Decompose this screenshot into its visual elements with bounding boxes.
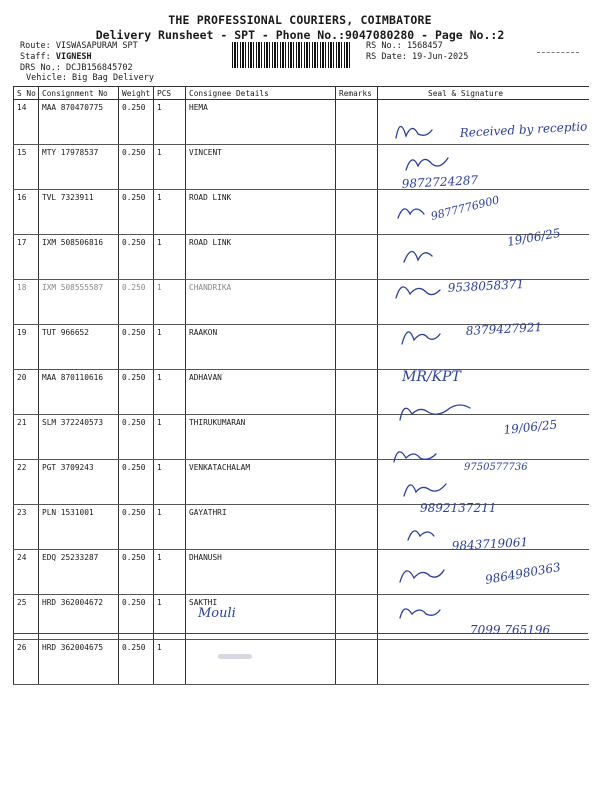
staff-info (20, 52, 92, 63)
cell-consignment: EDQ 25233287 (39, 550, 119, 595)
cell-consignment: MAA 870110616 (39, 370, 119, 415)
cell-weight: 0.250 (119, 370, 154, 415)
col-consignee: Consignee Details (186, 87, 336, 100)
cell-signature (378, 280, 589, 325)
cell-consignee: ROAD LINK (186, 235, 336, 280)
handwritten-note-14: Received by receptio (459, 119, 588, 140)
handwritten-note-19: 8379427921 (465, 320, 543, 338)
rs-number: RS No.: 1568457 (366, 41, 443, 51)
cell-sno: 15 (14, 145, 39, 190)
cell-consignee: HEMA (186, 100, 336, 145)
cell-sno: 14 (14, 100, 39, 145)
company-title: THE PROFESSIONAL COURIERS, COIMBATORE (168, 13, 432, 27)
table-row (14, 550, 589, 595)
cell-pcs: 1 (154, 505, 186, 550)
vehicle-info: Vehicle: Big Bag Delivery (26, 73, 154, 83)
cell-sno: 22 (14, 460, 39, 505)
cell-weight: 0.250 (119, 190, 154, 235)
cell-sno: 21 (14, 415, 39, 460)
cell-remarks (336, 325, 378, 370)
cell-signature (378, 550, 589, 595)
handwritten-note-20: MR/KPT (402, 369, 461, 385)
cell-consignment: PLN 1531001 (39, 505, 119, 550)
cell-sno: 25 (14, 595, 39, 640)
cell-signature (378, 460, 589, 505)
cell-consignment: IXM 508506816 (39, 235, 119, 280)
ink-smudge (218, 654, 252, 659)
cell-pcs: 1 (154, 550, 186, 595)
cell-pcs: 1 (154, 280, 186, 325)
cell-consignee: SAKTHI (186, 595, 336, 640)
drs-number: DRS No.: DCJB156845702 (20, 63, 133, 73)
col-remarks: Remarks (336, 87, 378, 100)
cell-weight: 0.250 (119, 550, 154, 595)
cell-consignee: VINCENT (186, 145, 336, 190)
cell-weight: 0.250 (119, 460, 154, 505)
table-row (14, 370, 589, 415)
handwritten-note-24: 9843719061 (451, 535, 529, 553)
cell-remarks (336, 280, 378, 325)
runsheet-subtitle: Delivery Runsheet - SPT - Phone No.:9047080280 - Page No.:2 (95, 28, 505, 42)
cell-pcs: 1 (154, 325, 186, 370)
cell-consignee: THIRUKUMARAN (186, 415, 336, 460)
cell-remarks (336, 505, 378, 550)
cell-sno: 23 (14, 505, 39, 550)
handwritten-note-26-phone: 7099 765196 (470, 623, 551, 637)
cell-remarks (336, 100, 378, 145)
table-row (14, 325, 589, 370)
col-signature: Seal & Signature (378, 87, 589, 100)
cell-signature (378, 505, 589, 550)
cell-weight: 0.250 (119, 100, 154, 145)
cell-pcs: 1 (154, 415, 186, 460)
table-row (14, 460, 589, 505)
cell-pcs: 1 (154, 235, 186, 280)
cell-pcs: 1 (154, 145, 186, 190)
cell-signature (378, 370, 589, 415)
cell-sno: 19 (14, 325, 39, 370)
table-row (14, 145, 589, 190)
cell-signature (378, 235, 589, 280)
cell-remarks (336, 370, 378, 415)
cell-weight: 0.250 (119, 325, 154, 370)
cell-consignment: TUT 966652 (39, 325, 119, 370)
cell-consignee: GAYATHRI (186, 505, 336, 550)
cell-consignee: RAAKON (186, 325, 336, 370)
cell-sno: 18 (14, 280, 39, 325)
cell-signature (378, 100, 589, 145)
handwritten-note-23: 9892137211 (420, 501, 497, 515)
route-info: Route: VISWASAPURAM SPT (20, 41, 138, 51)
col-consignment: Consignment No (39, 87, 119, 100)
col-weight: Weight (119, 87, 154, 100)
cell-remarks (336, 550, 378, 595)
handwritten-note-26-name: Mouli (198, 606, 236, 621)
cell-remarks (336, 460, 378, 505)
cell-consignee: VENKATACHALAM (186, 460, 336, 505)
handwritten-note-17: 19/06/25 (506, 225, 562, 249)
table-row (14, 100, 589, 145)
delivery-table (13, 86, 589, 685)
cell-weight: 0.250 (119, 235, 154, 280)
table-bottom-line (13, 633, 588, 634)
cell-consignee (186, 640, 336, 685)
cell-weight: 0.250 (119, 415, 154, 460)
cell-consignee: ROAD LINK (186, 190, 336, 235)
cell-consignee: CHANDRIKA (186, 280, 336, 325)
handwritten-note-25: 9864980363 (484, 559, 562, 587)
cell-pcs: 1 (154, 460, 186, 505)
cell-sno: 16 (14, 190, 39, 235)
cell-signature (378, 190, 589, 235)
cell-remarks (336, 640, 378, 685)
cell-pcs: 1 (154, 640, 186, 685)
col-pcs: PCS (154, 87, 186, 100)
table-row (14, 640, 589, 685)
cell-weight: 0.250 (119, 595, 154, 640)
cell-consignment: MAA 870470775 (39, 100, 119, 145)
cell-consignment: IXM 508555587 (39, 280, 119, 325)
cell-signature (378, 145, 589, 190)
handwritten-note-21: 19/06/25 (502, 417, 558, 437)
cell-remarks (336, 190, 378, 235)
cell-signature (378, 415, 589, 460)
table-row (14, 235, 589, 280)
cell-consignment: HRD 362004672 (39, 595, 119, 640)
cell-pcs: 1 (154, 595, 186, 640)
col-sno: S No (14, 87, 39, 100)
handwritten-note-15: 9872724287 (401, 173, 479, 191)
cell-consignee: ADHAVAN (186, 370, 336, 415)
cell-consignment: TVL 7323911 (39, 190, 119, 235)
cell-sno: 24 (14, 550, 39, 595)
barcode (232, 42, 352, 68)
cell-consignment: MTY 17978537 (39, 145, 119, 190)
cell-consignment: PGT 3709243 (39, 460, 119, 505)
rs-date: RS Date: 19-Jun-2025 (366, 52, 469, 62)
cell-weight: 0.250 (119, 640, 154, 685)
table-row (14, 415, 589, 460)
cell-sno: 20 (14, 370, 39, 415)
cell-sno: 26 (14, 640, 39, 685)
handwritten-note-16: 9877776900 (429, 193, 501, 223)
table-row (14, 505, 589, 550)
cell-sno: 17 (14, 235, 39, 280)
cell-pcs: 1 (154, 370, 186, 415)
handwritten-note-22: 9750577736 (464, 462, 528, 473)
cell-remarks (336, 415, 378, 460)
staff-name: VIGNESH (55, 52, 92, 62)
table-row (14, 280, 589, 325)
cell-consignee: DHANUSH (186, 550, 336, 595)
cell-signature (378, 325, 589, 370)
table-header (14, 87, 589, 100)
handwritten-note-18: 9538058371 (447, 277, 525, 295)
cell-weight: 0.250 (119, 280, 154, 325)
cell-pcs: 1 (154, 100, 186, 145)
cell-remarks (336, 145, 378, 190)
cell-weight: 0.250 (119, 505, 154, 550)
cell-remarks (336, 235, 378, 280)
cell-weight: 0.250 (119, 145, 154, 190)
cell-consignment: SLM 372240573 (39, 415, 119, 460)
dash-mark (537, 52, 579, 55)
cell-consignment: HRD 362004675 (39, 640, 119, 685)
cell-signature (378, 640, 589, 685)
staff-label: Staff: (20, 52, 51, 62)
cell-pcs: 1 (154, 190, 186, 235)
table-row (14, 190, 589, 235)
